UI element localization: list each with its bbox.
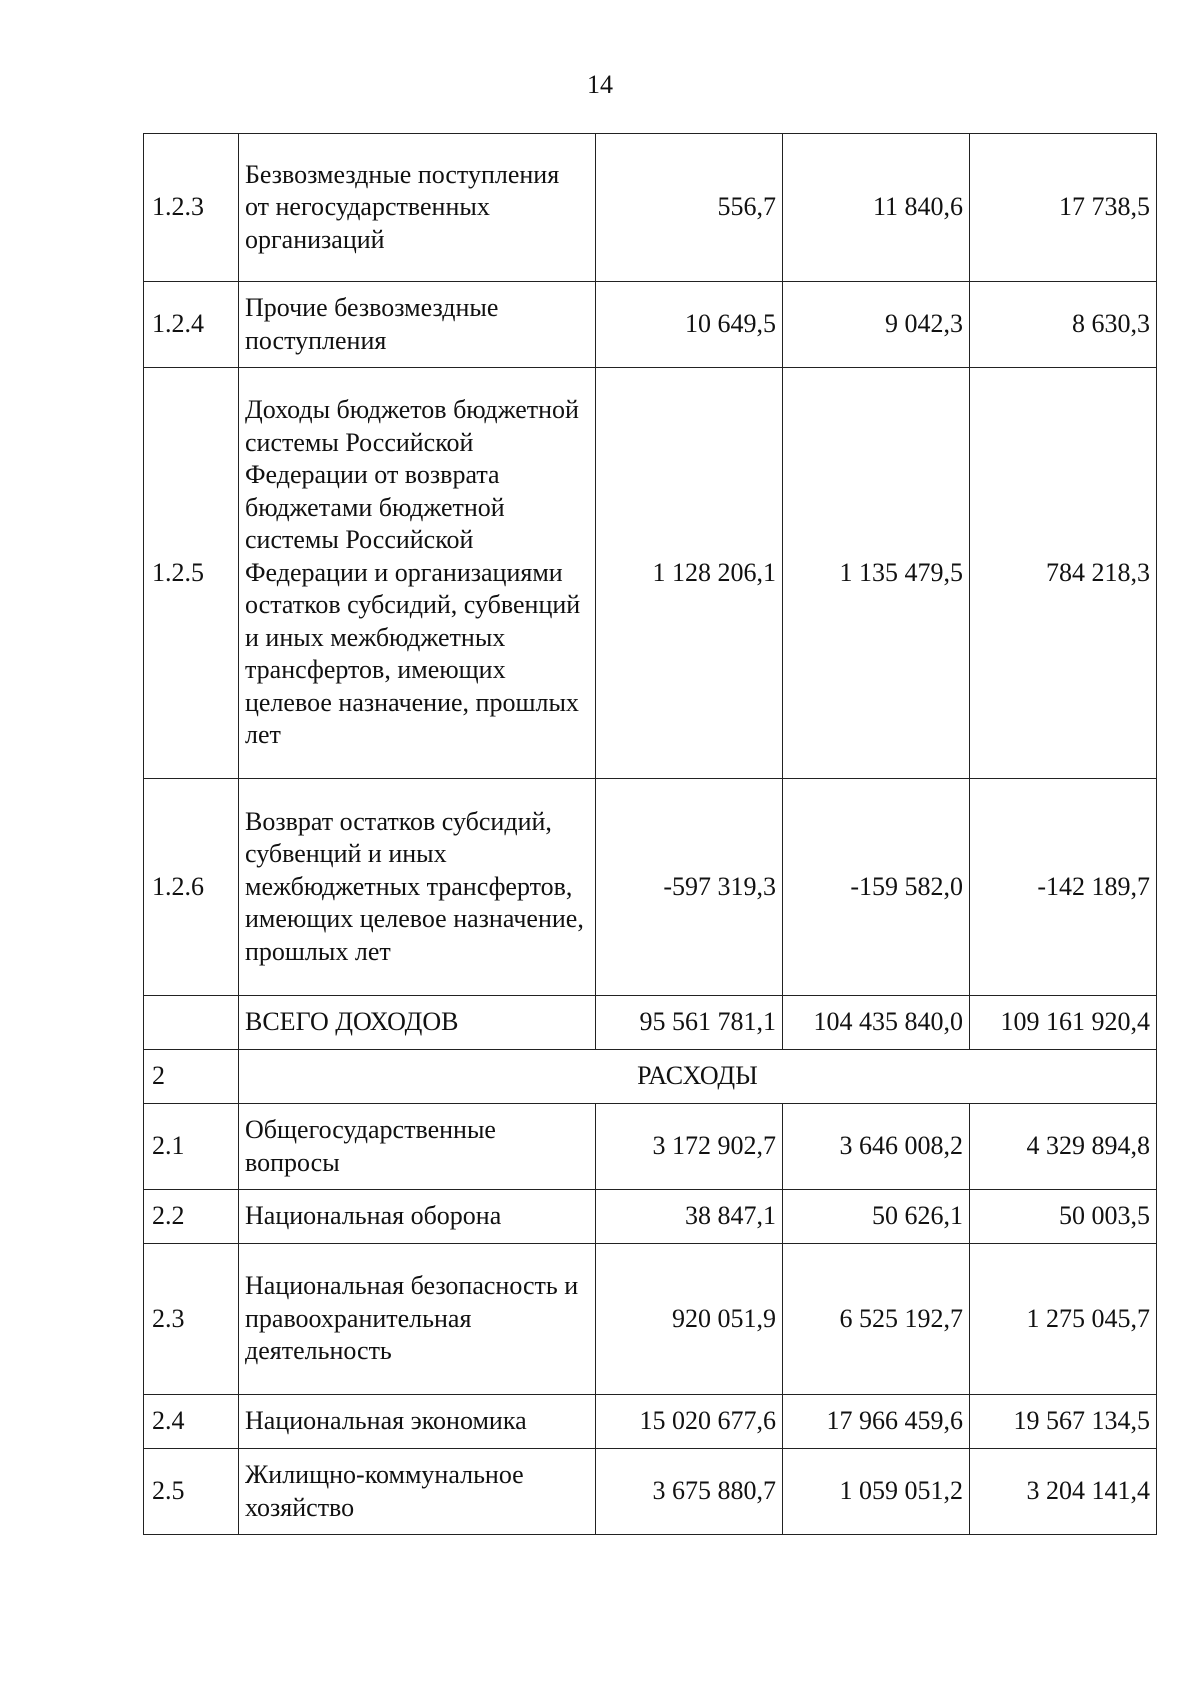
row-name: Национальная безопасность и правоохранительная деятельность — [239, 1244, 596, 1395]
row-code: 1.2.5 — [144, 368, 239, 779]
value-2: 3 646 008,2 — [783, 1104, 970, 1190]
value-2: 9 042,3 — [783, 282, 970, 368]
value-2: 104 435 840,0 — [783, 996, 970, 1050]
row-name: Общегосударственные вопросы — [239, 1104, 596, 1190]
table-row — [144, 368, 1157, 779]
table-row — [144, 1104, 1157, 1190]
row-code: 2.4 — [144, 1395, 239, 1449]
row-name: Прочие безвозмездные поступления — [239, 282, 596, 368]
value-1: 38 847,1 — [596, 1190, 783, 1244]
value-3: 109 161 920,4 — [970, 996, 1157, 1050]
row-code: 2.1 — [144, 1104, 239, 1190]
value-1: 1 128 206,1 — [596, 368, 783, 779]
row-name: Безвозмездные поступления от негосударственных организаций — [239, 134, 596, 282]
value-3: 19 567 134,5 — [970, 1395, 1157, 1449]
value-1: 15 020 677,6 — [596, 1395, 783, 1449]
row-code: 2.5 — [144, 1449, 239, 1535]
row-code — [144, 996, 239, 1050]
table-row — [144, 1395, 1157, 1449]
value-1: 556,7 — [596, 134, 783, 282]
value-1: 95 561 781,1 — [596, 996, 783, 1050]
row-code: 1.2.6 — [144, 779, 239, 996]
value-2: 50 626,1 — [783, 1190, 970, 1244]
value-3: 50 003,5 — [970, 1190, 1157, 1244]
value-3: 4 329 894,8 — [970, 1104, 1157, 1190]
value-1: -597 319,3 — [596, 779, 783, 996]
value-3: 17 738,5 — [970, 134, 1157, 282]
row-code: 2.2 — [144, 1190, 239, 1244]
value-3: 784 218,3 — [970, 368, 1157, 779]
budget-table — [143, 133, 1157, 1535]
table-row — [144, 282, 1157, 368]
value-3: -142 189,7 — [970, 779, 1157, 996]
table-row — [144, 1449, 1157, 1535]
table-row — [144, 1190, 1157, 1244]
value-2: 11 840,6 — [783, 134, 970, 282]
value-1: 3 172 902,7 — [596, 1104, 783, 1190]
table-row — [144, 1244, 1157, 1395]
value-2: 1 135 479,5 — [783, 368, 970, 779]
row-code: 2.3 — [144, 1244, 239, 1395]
value-1: 3 675 880,7 — [596, 1449, 783, 1535]
row-code: 1.2.4 — [144, 282, 239, 368]
total-row — [144, 996, 1157, 1050]
value-2: 6 525 192,7 — [783, 1244, 970, 1395]
row-code: 1.2.3 — [144, 134, 239, 282]
value-3: 8 630,3 — [970, 282, 1157, 368]
row-name: Национальная оборона — [239, 1190, 596, 1244]
section-code: 2 — [144, 1050, 239, 1104]
section-title: РАСХОДЫ — [239, 1050, 1157, 1104]
value-1: 920 051,9 — [596, 1244, 783, 1395]
row-name: ВСЕГО ДОХОДОВ — [239, 996, 596, 1050]
value-2: -159 582,0 — [783, 779, 970, 996]
row-name: Доходы бюджетов бюджетной системы Российской Федерации от возврата бюджетами бюджетной системы Российской Федерации и организациями остатков субсидий, субвенций и иных межбюджетных трансфертов, имеющих целевое назначение, прошлых лет — [239, 368, 596, 779]
value-2: 1 059 051,2 — [783, 1449, 970, 1535]
row-name: Национальная экономика — [239, 1395, 596, 1449]
table-row — [144, 779, 1157, 996]
value-1: 10 649,5 — [596, 282, 783, 368]
row-name: Жилищно-коммунальное хозяйство — [239, 1449, 596, 1535]
table-row — [144, 134, 1157, 282]
value-3: 1 275 045,7 — [970, 1244, 1157, 1395]
value-2: 17 966 459,6 — [783, 1395, 970, 1449]
value-3: 3 204 141,4 — [970, 1449, 1157, 1535]
page-number: 14 — [587, 70, 613, 99]
row-name: Возврат остатков субсидий, субвенций и иных межбюджетных трансфертов, имеющих целевое назначение, прошлых лет — [239, 779, 596, 996]
section-row — [144, 1050, 1157, 1104]
